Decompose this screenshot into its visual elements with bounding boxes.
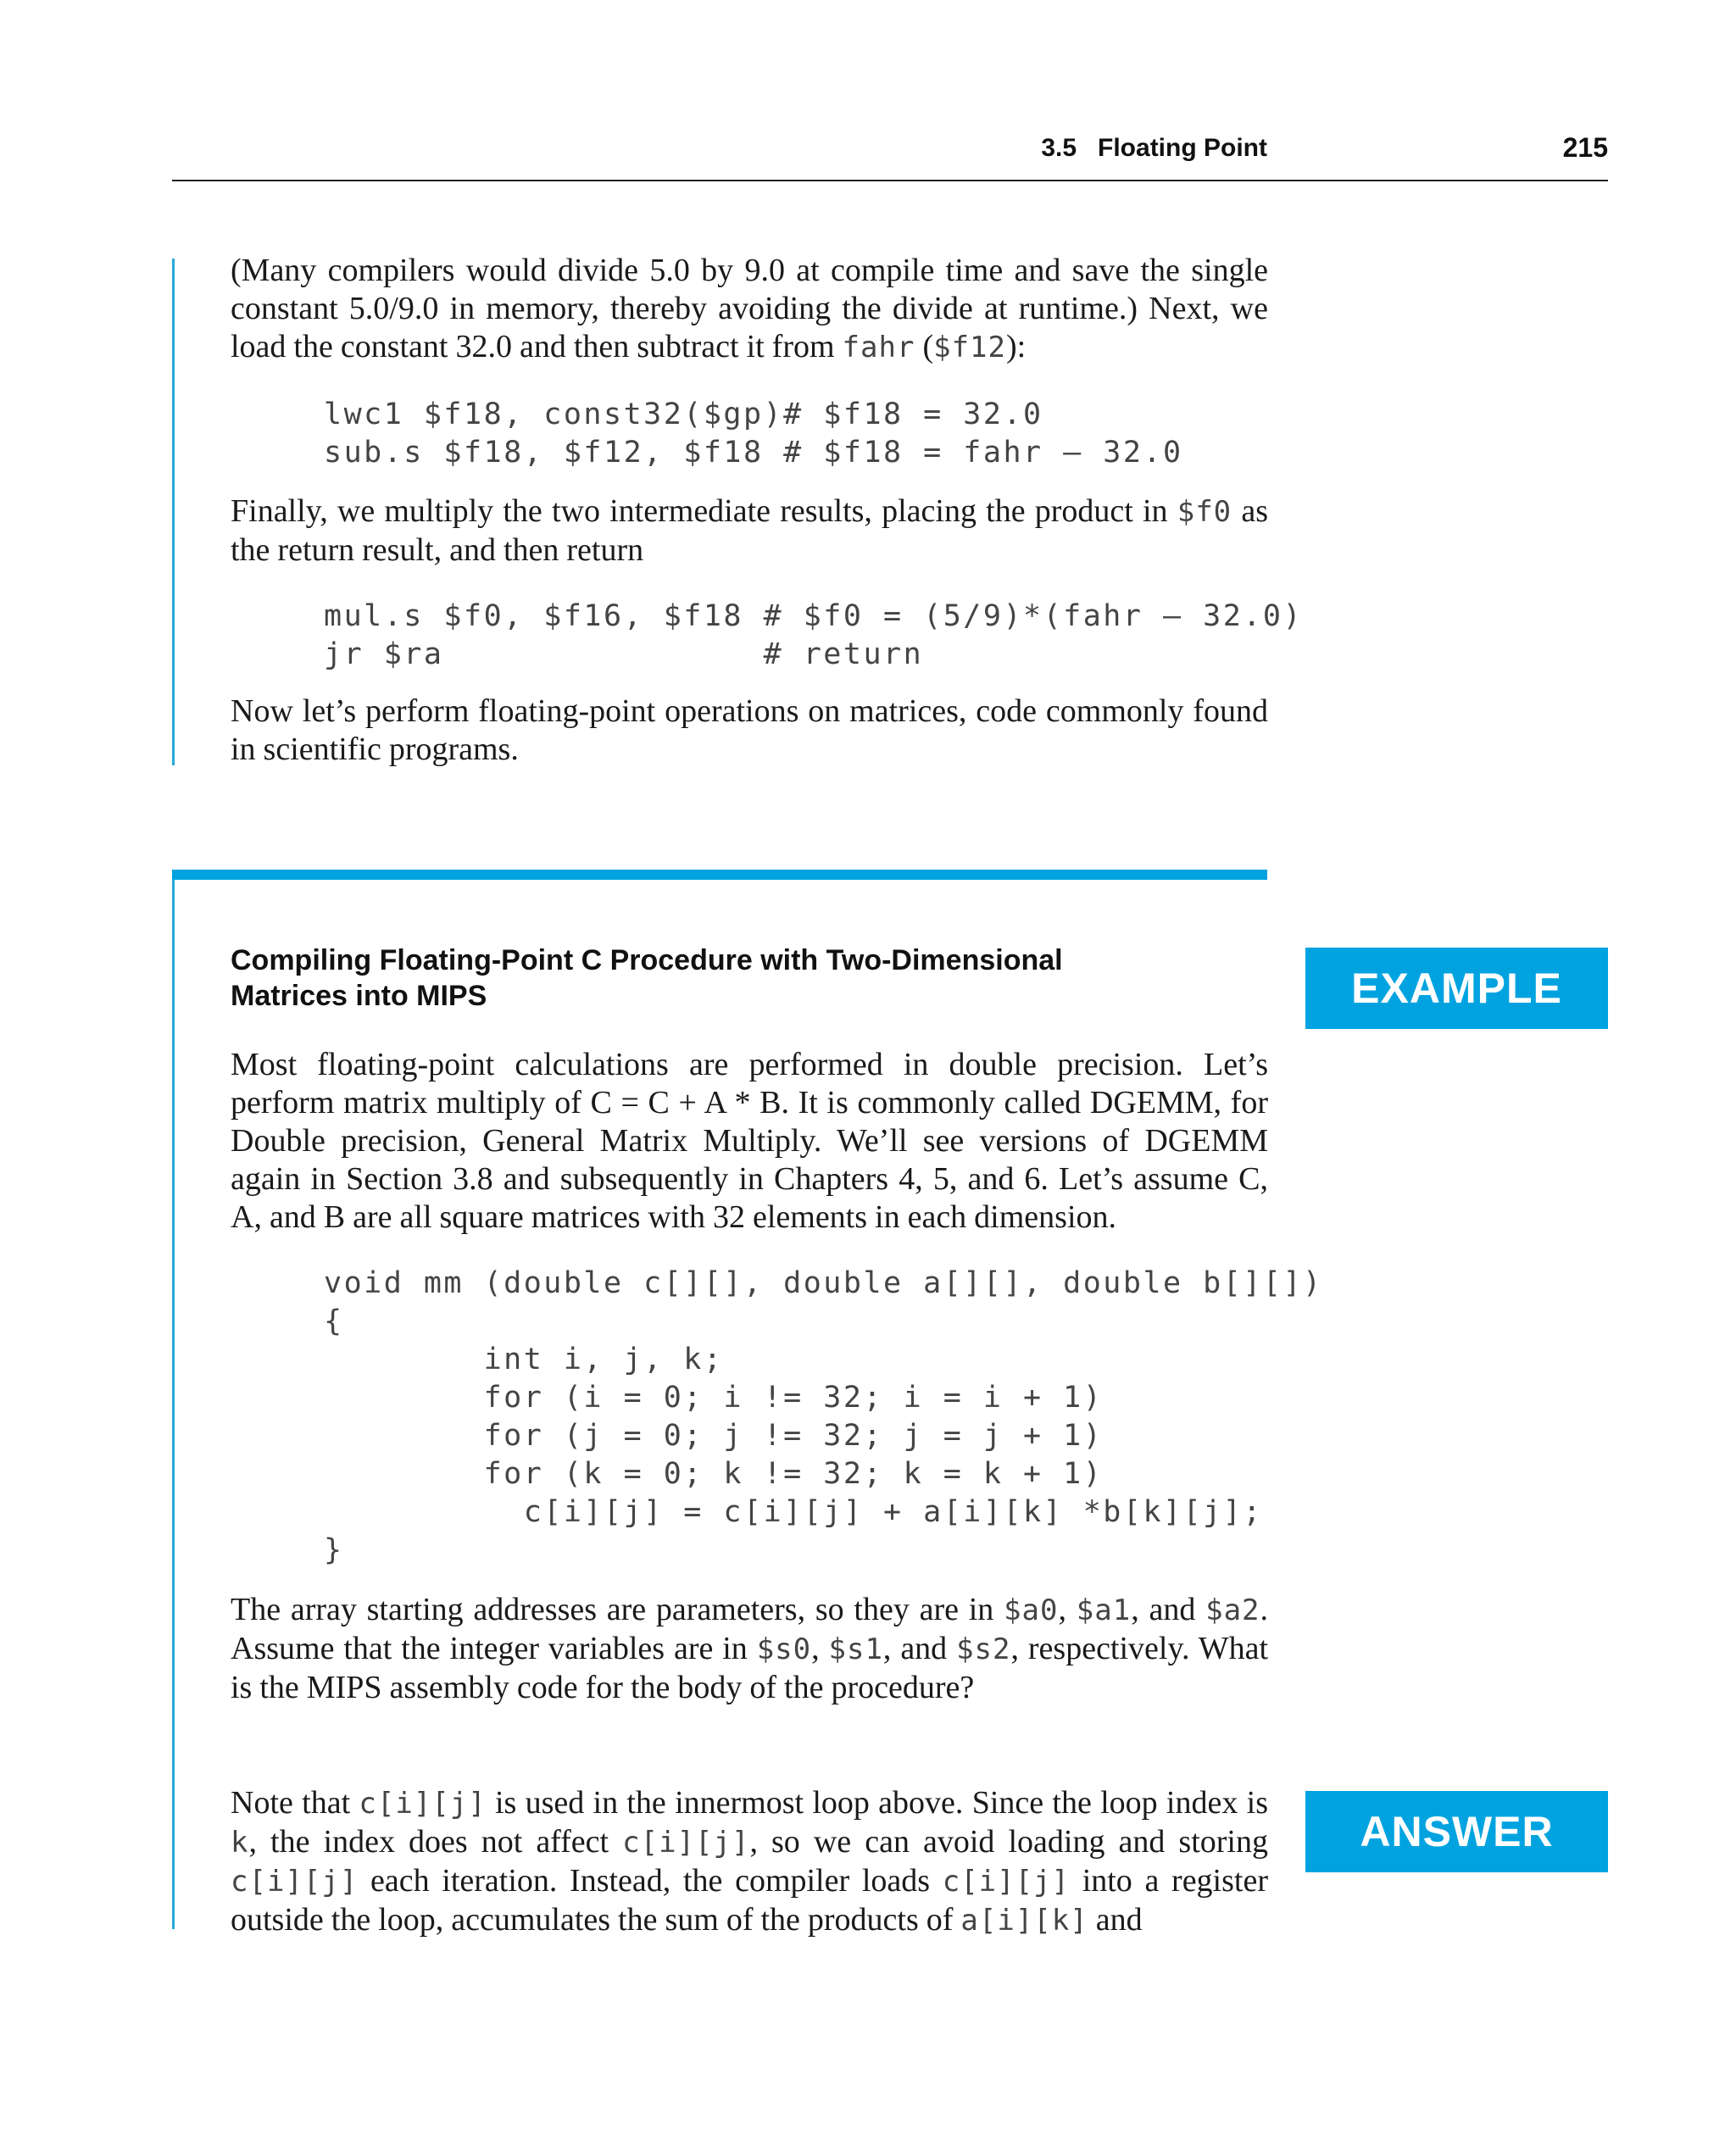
change-bar-example	[172, 870, 175, 1929]
inline-code-cij: c[i][j]	[359, 1787, 487, 1821]
inline-code-a1: $a1	[1076, 1593, 1132, 1627]
text-run: The array starting addresses are parameters, so they are in	[231, 1592, 1004, 1627]
intro-paragraph-1	[231, 252, 1268, 367]
inline-code-cij: c[i][j]	[231, 1865, 359, 1899]
page-number: 215	[1562, 132, 1608, 163]
text-run: into a register outside the loop, accumulates the sum of the products of	[231, 1863, 1268, 1938]
inline-code-cij: c[i][j]	[942, 1865, 1071, 1899]
example-tag: EXAMPLE	[1305, 948, 1608, 1029]
intro-text-end: ):	[1005, 329, 1027, 364]
code-line: int i, j, k;	[324, 1343, 724, 1376]
code-line: lwc1 $f18, const32($gp)# $f18 = 32.0	[324, 398, 1043, 431]
code-block-mm	[324, 1265, 1323, 1570]
example-title	[231, 943, 1248, 1014]
code-line: void mm (double c[][], double a[][], double b[][])	[324, 1266, 1323, 1300]
text-run: , so we can avoid loading and storing	[749, 1824, 1268, 1860]
text-run: and	[1088, 1902, 1143, 1938]
intro-paragraph-2	[231, 492, 1268, 570]
inline-code-a0: $a0	[1004, 1593, 1059, 1627]
intro-paragraph-3: Now let’s perform floating-point operations on matrices, code commonly found in scientific programs.	[231, 693, 1268, 767]
inline-code-a2: $a2	[1205, 1593, 1260, 1627]
code-line: c[i][j] = c[i][j] + a[i][k] *b[k][j];	[324, 1495, 1263, 1529]
code-line: {	[324, 1304, 344, 1338]
text-run: is used in the innermost loop above. Since the loop index is	[486, 1785, 1268, 1821]
example-title-line-2: Matrices into MIPS	[231, 980, 487, 1012]
intro-text: Finally, we multiply the two intermediate results, placing the product in	[231, 493, 1177, 529]
answer-tag: ANSWER	[1305, 1791, 1608, 1872]
inline-code-fahr: fahr	[842, 331, 915, 364]
inline-code-cij: c[i][j]	[622, 1826, 750, 1860]
text-run: , respectively. What is the MIPS assembly code for the body of the procedure?	[231, 1631, 1268, 1705]
text-run: . Assume that the integer variables are in	[231, 1592, 1269, 1666]
example-title-line-1: Compiling Floating-Point C Procedure with Two-Dimensional	[231, 944, 1063, 976]
code-line: mul.s $f0, $f16, $f18 # $f0 = (5/9)*(fahr – 32.0)	[324, 599, 1304, 633]
running-header-section: 3.5 Floating Point	[1041, 134, 1267, 162]
code-line: for (j = 0; j != 32; j = j + 1)	[324, 1419, 1104, 1453]
change-bar-top	[172, 259, 175, 765]
inline-code-s2: $s2	[956, 1632, 1011, 1666]
example-paragraph-1: Most floating-point calculations are performed in double precision. Let’s perform matrix multiply of C = C + A * B. It is commonly called DGEMM, for Double precision, General Matrix Multiply. We’ll see versions of DGEMM again in Section 3.8 and subsequently in Chapters 4, 5, and 6. Let’s assume C, A, and B are all square matrices with 32 elements in each dimension.	[231, 1047, 1268, 1235]
inline-code-f0: $f0	[1177, 495, 1232, 529]
code-line: }	[324, 1533, 344, 1567]
inline-code-aik: a[i][k]	[960, 1904, 1088, 1938]
example-top-rule	[172, 870, 1267, 880]
text-run: Note that	[231, 1785, 359, 1821]
text-run: , and	[882, 1631, 957, 1666]
text-run: , and	[1131, 1592, 1206, 1627]
answer-paragraph-1	[231, 1784, 1268, 1940]
example-paragraph-2	[231, 1591, 1268, 1707]
code-block-subtract	[324, 396, 1183, 472]
code-line: sub.s $f18, $f12, $f18 # $f18 = fahr – 32.0	[324, 436, 1183, 470]
header-rule	[172, 180, 1608, 181]
text-run: ,	[811, 1631, 829, 1666]
text-run: ,	[1058, 1592, 1077, 1627]
text-run: each iteration. Instead, the compiler loads	[358, 1863, 943, 1899]
inline-code-f12: $f12	[933, 331, 1006, 364]
code-line: for (i = 0; i != 32; i = i + 1)	[324, 1381, 1104, 1415]
text-run: , the index does not affect	[248, 1824, 623, 1860]
inline-code-k: k	[231, 1826, 249, 1860]
inline-code-s0: $s0	[756, 1632, 812, 1666]
code-line: jr $ra # return	[324, 637, 924, 671]
code-block-multiply	[324, 598, 1303, 674]
intro-text: (Many compilers would divide 5.0 by 9.0 at compile time and save the single constant 5.0/9.0 in memory, thereby avoiding the divide at runtime.) Next, we load the constant 32.0 and then subtract it from	[231, 253, 1268, 364]
intro-text-end: as the return result, and then return	[231, 493, 1268, 568]
code-line: for (k = 0; k != 32; k = k + 1)	[324, 1457, 1104, 1491]
intro-text-mid: (	[915, 329, 934, 364]
inline-code-s1: $s1	[828, 1632, 883, 1666]
